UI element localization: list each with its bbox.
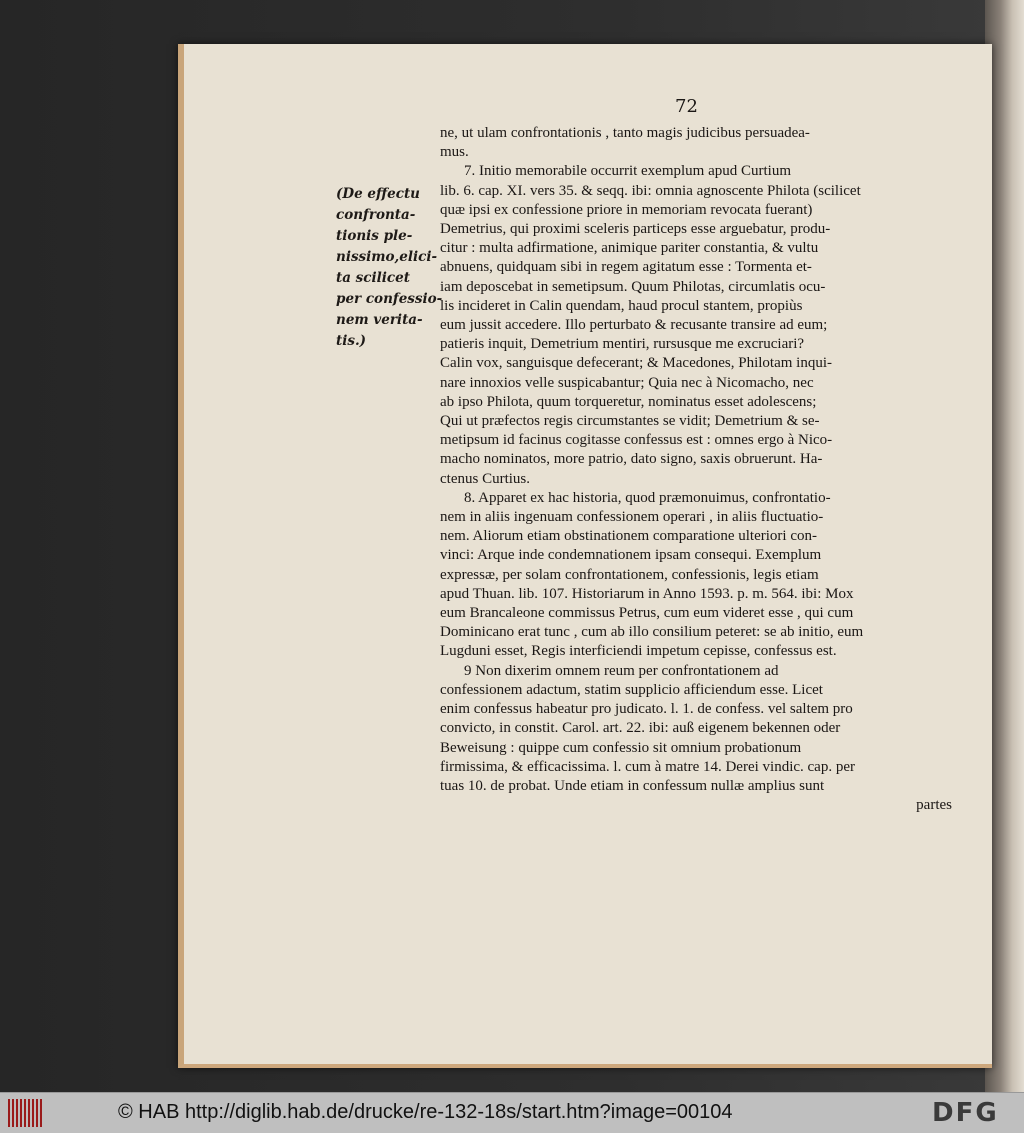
text-line: quæ ipsi ex confessione priore in memoriam revocata fuerant) (440, 201, 813, 218)
margin-note-line: nem verita- (336, 312, 423, 328)
text-line: nem in aliis ingenuam confessionem operari , in aliis fluctuatio- (440, 509, 824, 526)
viewer-footer (0, 1092, 1024, 1133)
text-line: abnuens, quidquam sibi in regem agitatum esse : Tormenta et- (440, 259, 812, 276)
text-line: 8. Apparet ex hac historia, quod præmonuimus, confrontatio- (464, 489, 831, 506)
text-line: eum jussit accedere. Illo perturbato & recusante transire ad eum; (440, 317, 828, 334)
text-line: tuas 10. de probat. Unde etiam in confessum nullæ amplius sunt (440, 777, 825, 794)
text-line: enim confessus habeatur pro judicato. l. 1. de confess. vel saltem pro (440, 701, 853, 718)
catchword: partes (916, 797, 952, 814)
margin-note-line: confronta- (336, 207, 416, 223)
text-line: Calin vox, sanguisque defecerant; & Macedones, Philotam inqui- (440, 355, 832, 372)
text-line: metipsum id facinus cogitasse confessus est : omnes ergo à Nico- (440, 432, 833, 449)
margin-note-line: nissimo,elici- (336, 249, 438, 265)
text-line: Lugduni esset, Regis interficiendi impetum cepisse, confessus est. (440, 643, 837, 660)
text-line: ab ipso Philota, quum torqueretur, nominatus esset adolescens; (440, 393, 817, 410)
text-line: iam deposcebat in semetipsum. Quum Philotas, circumlatis ocu- (440, 278, 826, 295)
copyright-link[interactable]: © HAB http://diglib.hab.de/drucke/re-132-18s/start.htm?image=00104 (118, 1101, 733, 1123)
margin-note-line: ta scilicet (336, 270, 410, 286)
text-line: apud Thuan. lib. 107. Historiarum in Anno 1593. p. m. 564. ibi: Mox (440, 585, 854, 602)
margin-note-line: tionis ple- (336, 228, 413, 244)
text-line: convicto, in constit. Carol. art. 22. ibi: auß eigenem bekennen oder (440, 720, 841, 737)
text-line: Dominicano erat tunc , cum ab illo consilium peteret: se ab initio, eum (440, 624, 864, 641)
text-line: ctenus Curtius. (440, 470, 530, 487)
margin-note-line: per confessio- (336, 291, 443, 307)
text-line: firmissima, & efficacissima. l. cum à matre 14. Derei vindic. cap. per (440, 758, 855, 775)
text-line: nare innoxios velle suspicabantur; Quia nec à Nicomacho, nec (440, 374, 814, 391)
text-line: lis incideret in Calin quendam, haud procul stantem, propiùs (440, 297, 803, 314)
text-line: expressæ, per solam confrontationem, confessionis, legis etiam (440, 566, 819, 583)
margin-note-line: (De effectu (336, 186, 420, 202)
text-line: 9 Non dixerim omnem reum per confrontationem ad (464, 662, 779, 679)
text-line: nem. Aliorum etiam obstinationem comparatione ulteriori con- (440, 528, 817, 545)
margin-note (336, 184, 443, 352)
text-line: eum Brancaleone commissus Petrus, cum eum videret esse , qui cum (440, 605, 854, 622)
page-number: 72 (675, 96, 698, 117)
text-line: vinci: Arque inde condemnationem ipsam consequi. Exemplum (440, 547, 822, 564)
text-line: citur : multa adfirmatione, animique pariter constantia, & vultu (440, 240, 819, 257)
text-line: 7. Initio memorabile occurrit exemplum apud Curtium (464, 163, 792, 180)
dfg-logo: DFG (932, 1098, 999, 1128)
text-line: mus. (440, 144, 469, 161)
text-line: macho nominatos, more patrio, dato signo, saxis obruerunt. Ha- (440, 451, 823, 468)
barcode-icon (8, 1099, 44, 1127)
text-line: Qui ut præfectos regis circumstantes se vidit; Demetrium & se- (440, 413, 820, 430)
text-line: Demetrius, qui proximi sceleris particeps esse arguebatur, produ- (440, 221, 831, 238)
text-line: ne, ut ulam confrontationis , tanto magis judicibus persuadea- (440, 125, 810, 141)
main-text (440, 124, 952, 815)
margin-note-line: tis.) (336, 333, 367, 349)
text-line: confessionem adactum, statim supplicio afficiendum esse. Licet (440, 681, 823, 698)
text-line: lib. 6. cap. XI. vers 35. & seqq. ibi: omnia agnoscente Philota (scilicet (440, 182, 861, 199)
text-line: patieris inquit, Demetrium mentiri, rursusque me excruciari? (440, 336, 805, 353)
text-line: Beweisung : quippe cum confessio sit omnium probationum (440, 739, 802, 756)
